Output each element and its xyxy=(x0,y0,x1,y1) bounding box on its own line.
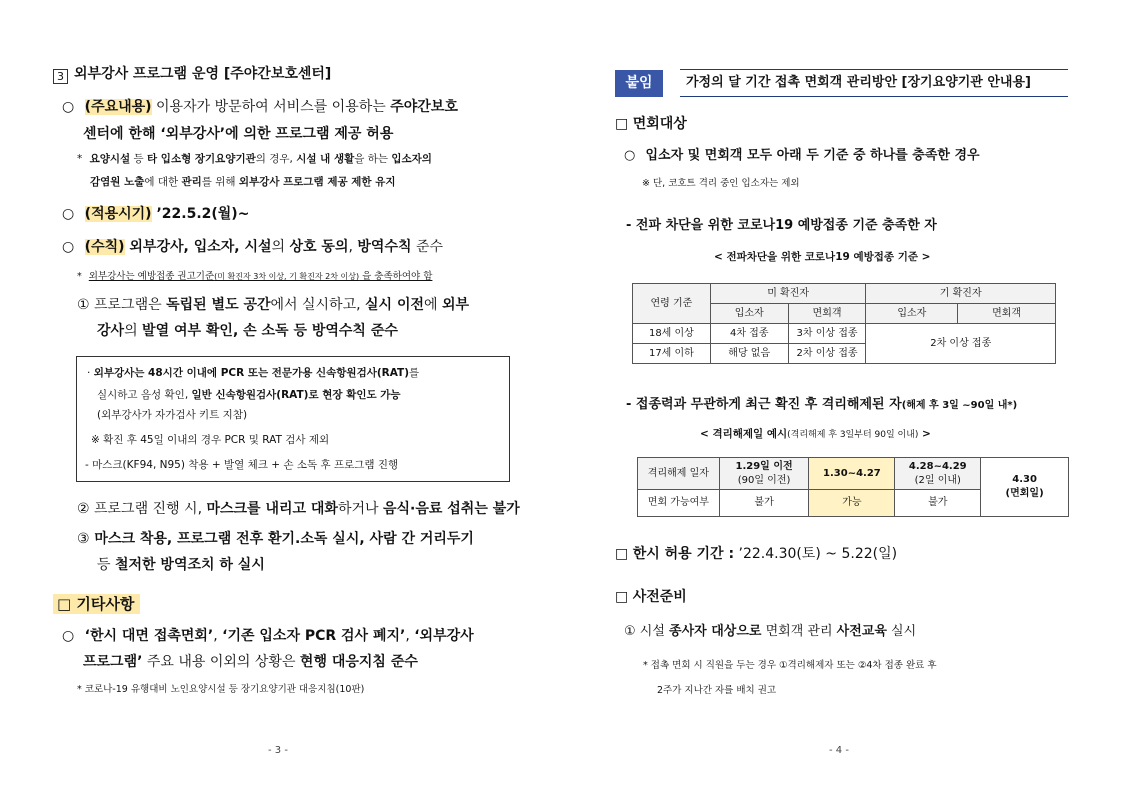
main-content-line-2: 센터에 한해 ‘외부강사’에 의한 프로그램 제공 허용 xyxy=(83,126,394,142)
col-before-129: 1.29일 이전 (90일 이전) xyxy=(719,458,809,490)
criterion-recovered: - 접종력과 무관하게 최근 확진 후 격리해제된 자(해제 후 3일 ~90일 내*) xyxy=(626,397,1018,412)
col-visit-day: 4.30 (면회일) xyxy=(981,458,1069,517)
rule-3-line-2: 등 철저한 방역조치 하 실시 xyxy=(97,557,265,573)
header-resident-1: 입소자 xyxy=(710,304,788,324)
release-date-table xyxy=(637,457,1069,517)
prep-note-line-2: 2주가 지나간 자를 배치 권고 xyxy=(657,685,777,696)
header-resident-2: 입소자 xyxy=(866,304,958,324)
header-non-confirmed: 미 확진자 xyxy=(710,284,866,304)
col-130-427: 1.30~4.27 xyxy=(809,458,895,490)
rule-1-line-1: ① 프로그램은 독립된 별도 공간에서 실시하고, 실시 이전에 외부 xyxy=(77,297,470,313)
vaccination-table-caption: < 전파차단을 위한 코로나19 예방접종 기준 > xyxy=(714,251,931,263)
preparation-heading: □ 사전준비 xyxy=(615,589,687,605)
box-line-4: ※ 확진 후 45일 이내의 경우 PCR 및 RAT 검사 제외 xyxy=(91,434,330,446)
header-visitor-2: 면회객 xyxy=(958,304,1056,324)
table-row: 면회 가능여부 불가 가능 불가 xyxy=(638,490,1069,517)
rule-3-line-1: ③ 마스크 착용, 프로그램 전후 환기.소독 실시, 사람 간 거리두기 xyxy=(77,531,474,547)
section-title: 외부강사 프로그램 운영 [주야간보호센터] xyxy=(74,66,332,82)
other-line-2: 프로그램’ 주요 내용 이외의 상황은 현행 대응지침 준수 xyxy=(83,654,418,670)
section-number: 3 xyxy=(53,69,68,84)
header-age: 연령 기준 xyxy=(633,284,711,324)
release-table-caption: < 격리해제일 예시(격리해제 후 3일부터 90일 이내) > xyxy=(700,428,931,440)
instructor-test-box xyxy=(76,356,510,482)
box-line-2: 실시하고 음성 확인, 일반 신속항원검사(RAT)로 현장 확인도 가능 xyxy=(97,389,401,401)
header-visitor-1: 면회객 xyxy=(788,304,866,324)
section-3-heading xyxy=(53,64,331,84)
page-number: - 4 - xyxy=(829,745,849,756)
note-guideline: * 코로나-19 유행대비 노인요양시설 등 장기요양기관 대응지침(10판) xyxy=(77,684,365,695)
col-428-429: 4.28~4.29 (2일 이내) xyxy=(895,458,981,490)
main-content-line-1: ○ (주요내용) 이용자가 방문하여 서비스를 이용하는 주야간보호 xyxy=(62,99,458,115)
header-confirmed: 기 확진자 xyxy=(866,284,1056,304)
criterion-vaccination: - 전파 차단을 위한 코로나19 예방접종 기준 충족한 자 xyxy=(626,218,937,233)
table-row: 18세 이상 4차 접종 3차 이상 접종 2차 이상 접종 xyxy=(633,324,1056,344)
prep-note-line-1: * 접촉 면회 시 직원을 두는 경우 ①격리해제자 또는 ②4차 접종 완료 후 xyxy=(643,660,937,671)
other-section-title: □ 기타사항 xyxy=(53,594,140,614)
cohort-exclusion-note: ※ 단, 코호트 격리 중인 입소자는 제외 xyxy=(642,178,800,189)
note-facility-restriction-line-2: 감염원 노출에 대한 관리를 위해 외부강사 프로그램 제공 제한 유지 xyxy=(90,176,396,188)
rule-1-line-2: 강사의 발열 여부 확인, 손 소독 등 방역수칙 준수 xyxy=(97,323,398,339)
box-line-5: - 마스크(KF94, N95) 착용 + 발열 체크 + 손 소독 후 프로그램 진행 xyxy=(85,459,399,471)
other-line-1: ○ ‘한시 대면 접촉면회’, ‘기존 입소자 PCR 검사 폐지’, ‘외부강사 xyxy=(62,628,474,644)
vaccination-criteria-table xyxy=(632,283,1056,364)
box-line-3: (외부강사가 자가검사 키트 지참) xyxy=(97,409,248,421)
box-line-1: · 외부강사는 48시간 이내에 PCR 또는 전문가용 신속항원검사(RAT)를 xyxy=(87,367,420,379)
effective-date-line: ○ (적용시기) ’22.5.2(월)~ xyxy=(62,206,250,222)
allowed-period-heading: □ 한시 허용 기간 : ’22.4.30(토) ~ 5.22(일) xyxy=(615,546,898,562)
confirmed-requirement: 2차 이상 접종 xyxy=(866,324,1056,364)
prep-item-1: ① 시설 종사자 대상으로 면회객 관리 사전교육 실시 xyxy=(624,624,917,639)
visit-target-criteria: ○ 입소자 및 면회객 모두 아래 두 기준 중 하나를 충족한 경우 xyxy=(624,148,980,163)
page-right xyxy=(560,0,1121,793)
other-section-heading xyxy=(53,593,140,615)
rule-2-line: ② 프로그램 진행 시, 마스크를 내리고 대화하거나 음식·음료 섭취는 불가 xyxy=(77,501,520,517)
rules-line: ○ (수칙) 외부강사, 입소자, 시설의 상호 동의, 방역수칙 준수 xyxy=(62,239,443,255)
attachment-title: 가정의 달 기간 접촉 면회객 관리방안 [장기요양기관 안내용] xyxy=(680,69,1068,97)
page-left xyxy=(0,0,560,793)
attachment-tag: 붙임 xyxy=(615,70,663,97)
table-row: 17세 이하 해당 없음 2차 이상 접종 xyxy=(633,344,1056,364)
note-vaccination-criteria: * 외부강사는 예방접종 권고기준(미 확진자 3차 이상, 기 확진자 2차 이상) 을 충족하여야 함 xyxy=(77,271,433,282)
header-visit-possible: 면회 가능여부 xyxy=(638,490,720,517)
visit-target-heading: □ 면회대상 xyxy=(615,116,687,132)
note-facility-restriction: * 요양시설 등 타 입소형 장기요양기관의 경우, 시설 내 생활을 하는 입소자의 xyxy=(77,153,432,165)
page-number: - 3 - xyxy=(268,745,288,756)
header-release-date: 격리해제 일자 xyxy=(638,458,720,490)
